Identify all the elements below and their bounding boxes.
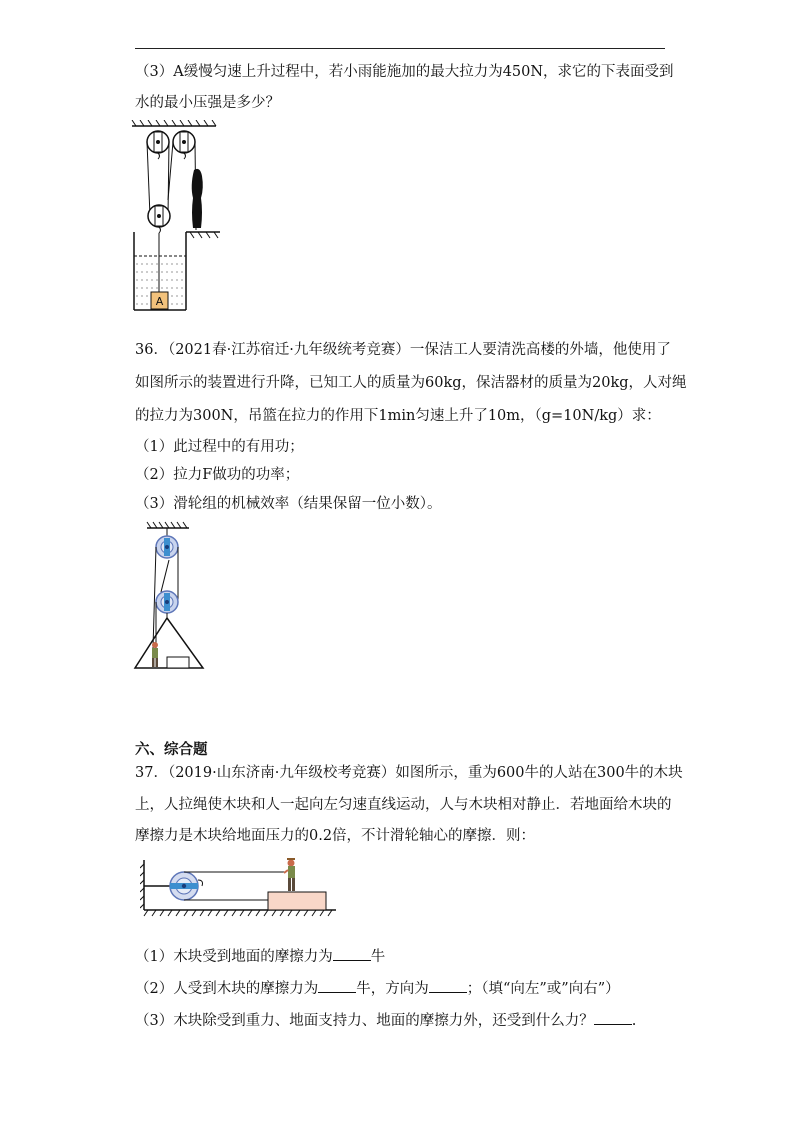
q37-part2-middle: 牛，方向为 bbox=[356, 981, 429, 997]
q35-part3-line2: 水的最小压强是多少？ bbox=[135, 95, 280, 111]
q37-part3 bbox=[135, 1010, 636, 1031]
q37-part1 bbox=[135, 946, 385, 967]
cleaning-basket-figure bbox=[133, 520, 213, 672]
q36-line3: 的拉力为300N，吊篮在拉力的作用下1min匀速上升了10m，（g=10N/kg）求： bbox=[135, 408, 661, 424]
header-rule bbox=[135, 48, 665, 49]
q37-part1-suffix: 牛 bbox=[370, 949, 386, 965]
q36-part2: （2）拉力F做功的功率； bbox=[135, 467, 300, 483]
q37-part2-answer-blank-2[interactable] bbox=[429, 978, 467, 993]
q37-part2-prefix: （2）人受到木块的摩擦力为 bbox=[135, 981, 319, 997]
q37-part3-prefix: （3）木块除受到重力、地面支持力、地面的摩擦力外，还受到什么力？ bbox=[135, 1013, 594, 1029]
q37-line3: 摩擦力是木块给地面压力的0.2倍，不计滑轮轴心的摩擦．则： bbox=[135, 828, 536, 844]
pulley-tank-figure bbox=[128, 120, 228, 315]
q35-part3-line1: （3）A缓慢匀速上升过程中，若小雨能施加的最大拉力为450N，求它的下表面受到 bbox=[135, 64, 674, 80]
q37-part2 bbox=[135, 978, 620, 999]
section6-title: 六、综合题 bbox=[135, 742, 208, 758]
q36-part3: （3）滑轮组的机械效率（结果保留一位小数）。 bbox=[135, 496, 442, 512]
block-pulley-figure bbox=[140, 852, 340, 920]
q37-part3-suffix: . bbox=[631, 1013, 637, 1029]
q37-line2: 上，人拉绳使木块和人一起向左匀速直线运动，人与木块相对静止．若地面给木块的 bbox=[135, 797, 672, 813]
q37-part2-answer-blank-1[interactable] bbox=[318, 978, 356, 993]
q36-part1: （1）此过程中的有用功； bbox=[135, 439, 304, 455]
q37-part3-answer-blank[interactable] bbox=[594, 1010, 632, 1025]
q37-part1-answer-blank[interactable] bbox=[333, 946, 371, 961]
block-a-label: A bbox=[155, 295, 164, 308]
q36-line2: 如图所示的装置进行升降，已知工人的质量为60kg，保洁器材的质量为20kg，人对绳 bbox=[135, 375, 687, 391]
q37-line1: 37．（2019·山东济南·九年级校考竞赛）如图所示，重为600牛的人站在300牛的木块 bbox=[135, 765, 683, 781]
q36-line1: 36．（2021春·江苏宿迁·九年级统考竞赛）一保洁工人要清洗高楼的外墙，他使用了 bbox=[135, 342, 671, 358]
q37-part1-prefix: （1）木块受到地面的摩擦力为 bbox=[135, 949, 333, 965]
q37-part2-suffix: ；（填“向左”或”向右”） bbox=[466, 981, 620, 997]
